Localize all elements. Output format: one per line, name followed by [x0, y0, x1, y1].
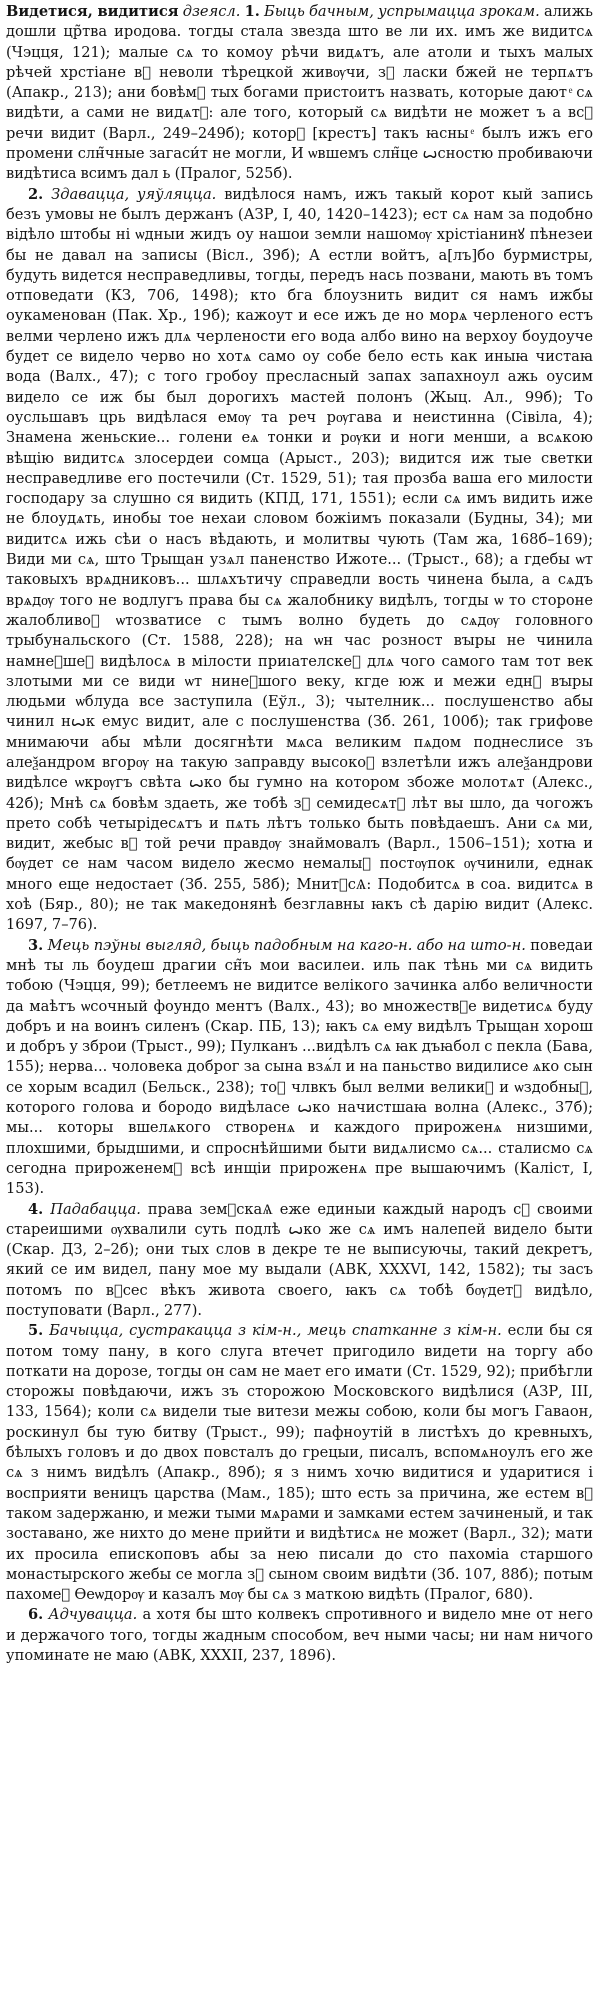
- sense-citations: а хотя бы што колвекъ спротивного и видело мне от него и держачого того, тогды жадным способом, веч ными часы; ни нам ничого упоминате не маю (АВК, XXXII, 237, 1896).: [6, 1606, 594, 1665]
- sense-citations: права земⷭскаѦ еже единыи каждый народъ сⷪ своими стареишими ѹхвалили суть подлѣ ꙍко же сѧ имъ налепей видело быти (Скар. ДЗ, 2–2б); они тых слов в декре те не выписуючы, такий декретъ, який се им видел, пану мое му выдали (АВК, XXXVI, 142, 1582); ты засъ потомъ по вⷪсес вѣкъ живота своего, ꙗкъ сѧ тобѣ бѹдетⷭ видѣло, поступовати (Варл., 277).: [6, 1200, 594, 1319]
- entry-headword: Видетися, видитися: [6, 3, 179, 20]
- sense-gloss: Падабацца.: [50, 1200, 141, 1218]
- sense-number: 1.: [244, 3, 260, 20]
- sense-number: 5.: [28, 1322, 44, 1340]
- sense-number: 2.: [28, 185, 44, 203]
- sense-citations: алижь дошли цр̃тва иродова. тогды стала звезда што ве ли их. имъ же видитсѧ (Чэцця, 121); малые сѧ то комоу рѣчи видѧтъ, але атоли и тыхъ малых рѣчей хрстiане вⷪ неволи тѣрецкой живѹчи, зⷭ ласки бжей не терпѧтъ (Апакр., 213); ани бовѣмⷭ тых богами пристоитъ назвать, которые дают ͤ сѧ видѣти, а сами не видѧтⷭ: але того, который сѧ видѣти не может ъ а всⷭ речи видит (Варл., 249–249б); которⷪ [крестъ] такъ ꙗсны ͤ былъ ижъ его промени слн̃чные загаси́т не могли, И ѡвшемъ слн̃це ꙍсностю пробиваючи видѣтиса всимъ дал ь (Пралог, 525б).: [6, 3, 594, 183]
- sense-citations: видѣлося намъ, ижъ такый корот кый запись безъ умовы не былъ держанъ (АЗР, I, 40, 1420–1423); ест сѧ нам за подобно вiдѣло штобы нi ѡдныи жидъ оу нашои земли нашомѹ хрiстiанинꙋ пѣнезеи бы не давал на записы (Вісл., 39б); А естли войтъ, а[лъ]бо бурмистры, будуть видется несправедливы, тогды, передъ нась позвани, мають въ томъ отповедати (КЗ, 706, 1498); кто бга блоузнить видит ся намъ ижбы оукаменован (Пак. Хр., 19б); кажоут и есе ижъ де но морѧ черленого естъ велми черлено ижъ длѧ черлености его вода албо вино на верхоу боудоуче будет се видело черво но хотѧ само оу собе бело есть как иныꙗ чистаꙗ вода (Валх., 47); с того гробоу пресласный запах запахноул ажь оусим видело се иж бы был дорогихъ мастей полонъ (Жыц. Ал., 99б); То оусльшавъ црь видѣлася емѹ та реч рѹгава и неистинна (Сівіла, 4); Знамена женьские... голени еѧ тонки и рѹки и ноги менши, а всѧкою вѣщiю видитсѧ злосердеи сомца (Арыст., 203); видится иж тые светки несправедливе его постечили (Ст. 1529, 51); тая прозба ваша его милости господару за слушно ся видить (КПД, 171, 1551); если сѧ имъ видить иже не блоудѧть, инобы тое нехаи словом божiимъ показали (Будны, 34); ми видитсѧ ижь сѣи о насъ вѣдають, и молитвы чують (Там жа, 168б–169); Види ми сѧ, што Трыщан узѧл паненство Ижоте... (Трыст., 68); а гдебы ѡт таковыхъ врѧдниковъ... шлѧхътичу справедли вость чинена была, а сѧдъ врѧдѹ того не водлугъ права бы сѧ жалобнику видѣлъ, тогды ѡ то стороне жалобливоⷭ ѡтозватисе с тымъ волно будеть до сѧдѹ головного трыбунальского (Ст. 1588, 228); на ѡн час розност вꙑры не чинила намнеⷭшеⷭ видѣлосѧ в мiлости приıателскеⷭ длѧ чого самого там тот век злотыми ми се види ѡт нинеⷭшого веку, кгде юж и межи еднꙋ вꙑры людьми ѡблуда все заступила (Еўл., 3); чытелник... послушенство абы чинил нꙍк емус видит, але с послушенства (Зб. 261, 100б); так грифове мнимаючи абы мѣли досягнѣти мѧса великим пѧдом поднеслисе зъ алеѯандром вгорѹ на такую заправду высокоⷭ взлетѣли ижъ алеѯандрови видѣлсе ѡкрѹгъ свѣта ꙍко бы гумно на котором збоже молотѧт (Алекс., 42б); Мнѣ сѧ бовѣм здаеть, же тобѣ зⷪ семидесѧтⷭ лѣт вы шло, да чогожъ прето собѣ четырiдесѧтъ и пѧть лѣтъ только быть повѣдаешъ. Ани сѧ ми, видит, жебыс вⷪ той речи правдѹ знаймовалъ (Варл., 1506–151); хотꙗ и бѹдет се нам часом видело жесмо немалыⷭ постѹпок ѹчинили, еднак много еще недостает (Зб. 255, 58б); МнитⷭсѦ: Подобитсѧ в соа. видитсѧ в хоѣ (Бяр., 80); не так македонянѣ безглавны ꙗкъ сѣ дарію видит (Алекс. 1697, 7–76).: [6, 185, 594, 934]
- entry-sense-2: [6, 185, 593, 936]
- entry-sense-1: [6, 2, 593, 185]
- sense-citations: если бы ся потом тому пану, в кого слуга втечет пригодило видети на торгу або поткати на дорозе, тогды он сам не мает его имати (Ст. 1529, 92); прибѣгли сторожы повѣдаючи, ижъ зъ сторожою Московского видѣлися (АЗР, III, 133, 1564); коли сѧ видели тые витези межы собою, коли бы могъ Гаваон, роскинул бы тую битву (Трыст., 99); пафноутiй в листѣхъ до кревныхъ, бѣлыхъ головъ и до двох повсталъ до грецыи, писалъ, вспомѧноулъ его же сѧ з нимъ видѣлъ (Апакр., 89б); я з нимъ хочю видитися и ударитися i восприяти веницъ царства (Мам., 185); што есть за причина, же естем вⷪ таком задержаню, и межи тыми мѧрами и замками естем зачиненый, и так зоставано, же нихто до мене прийти и видѣтисѧ не может (Варл., 32); мати их просила епископовъ абы за нею писали до сто пахомiа старшого монастырского жебы се могла зⷭ сыном своим видѣти (Зб. 107, 88б); потым пахомеⷭ Ѳеѡдорѹ и казалъ мѹ бы сѧ з маткою видѣть (Пралог, 680).: [6, 1322, 593, 1604]
- part-of-speech: дзеясл.: [182, 3, 241, 20]
- sense-gloss: Мець пэўны выгляд, быць падобным на каго-н. або на што-н.: [47, 936, 526, 954]
- sense-gloss: Адчувацца.: [48, 1606, 138, 1624]
- entry-sense-6: [6, 1605, 593, 1666]
- entry-sense-5: [6, 1321, 593, 1605]
- sense-number: 3.: [28, 936, 44, 954]
- sense-gloss: Бачыцца, сустракацца з кім-н., мець спатканне з кім-н.: [49, 1322, 502, 1340]
- sense-number: 6.: [28, 1606, 44, 1624]
- sense-gloss: Здавацца, уяўляцца.: [51, 185, 217, 203]
- entry-sense-3: [6, 936, 593, 1200]
- sense-citations: поведаи мнѣ ты ль боудеш драгии сн̃ъ мои василеи. иль пак тѣнь ми сѧ видить тобою (Чэцця, 99); бетлеемъ не видитсе велiкого зачинка албо величности да маѣтъ ѡсочный фоундо ментъ (Валх., 43); во множествⷭе видетисѧ буду добръ и на воинъ силенъ (Скар. ПБ, 13); ꙗкъ сѧ ему видѣлъ Трыщан хорош и добръ у зброи (Трыст., 99); Пулканъ ...видѣлъ сѧ ꙗк дъꙗбол с пекла (Бава, 155); нерва... чоловека доброг за сына взѧ́л и на паньство видилисе ѧко сын се хорым всадил (Бельск., 238); тоⷭ члвкъ был велми великиⷭ и ѡздобныⷭ, которого голова и бородо видѣласе ꙍко начистшаꙗ волна (Алекс., 37б); мы... которы вшелѧкого створенѧ и каждого прироженѧ низшими, плохшими, брыдшими, и спроснѣйшими быти видѧлисмо сѧ... сталисмо сѧ сегодна прироженемⷭ всѣ инщiи прироженѧ пре вышаючимъ (Каліст, I, 153).: [6, 936, 594, 1198]
- sense-gloss: Быць бачным, успрымацца зрокам.: [264, 3, 540, 20]
- sense-number: 4.: [28, 1200, 44, 1218]
- entry-sense-4: [6, 1200, 593, 1322]
